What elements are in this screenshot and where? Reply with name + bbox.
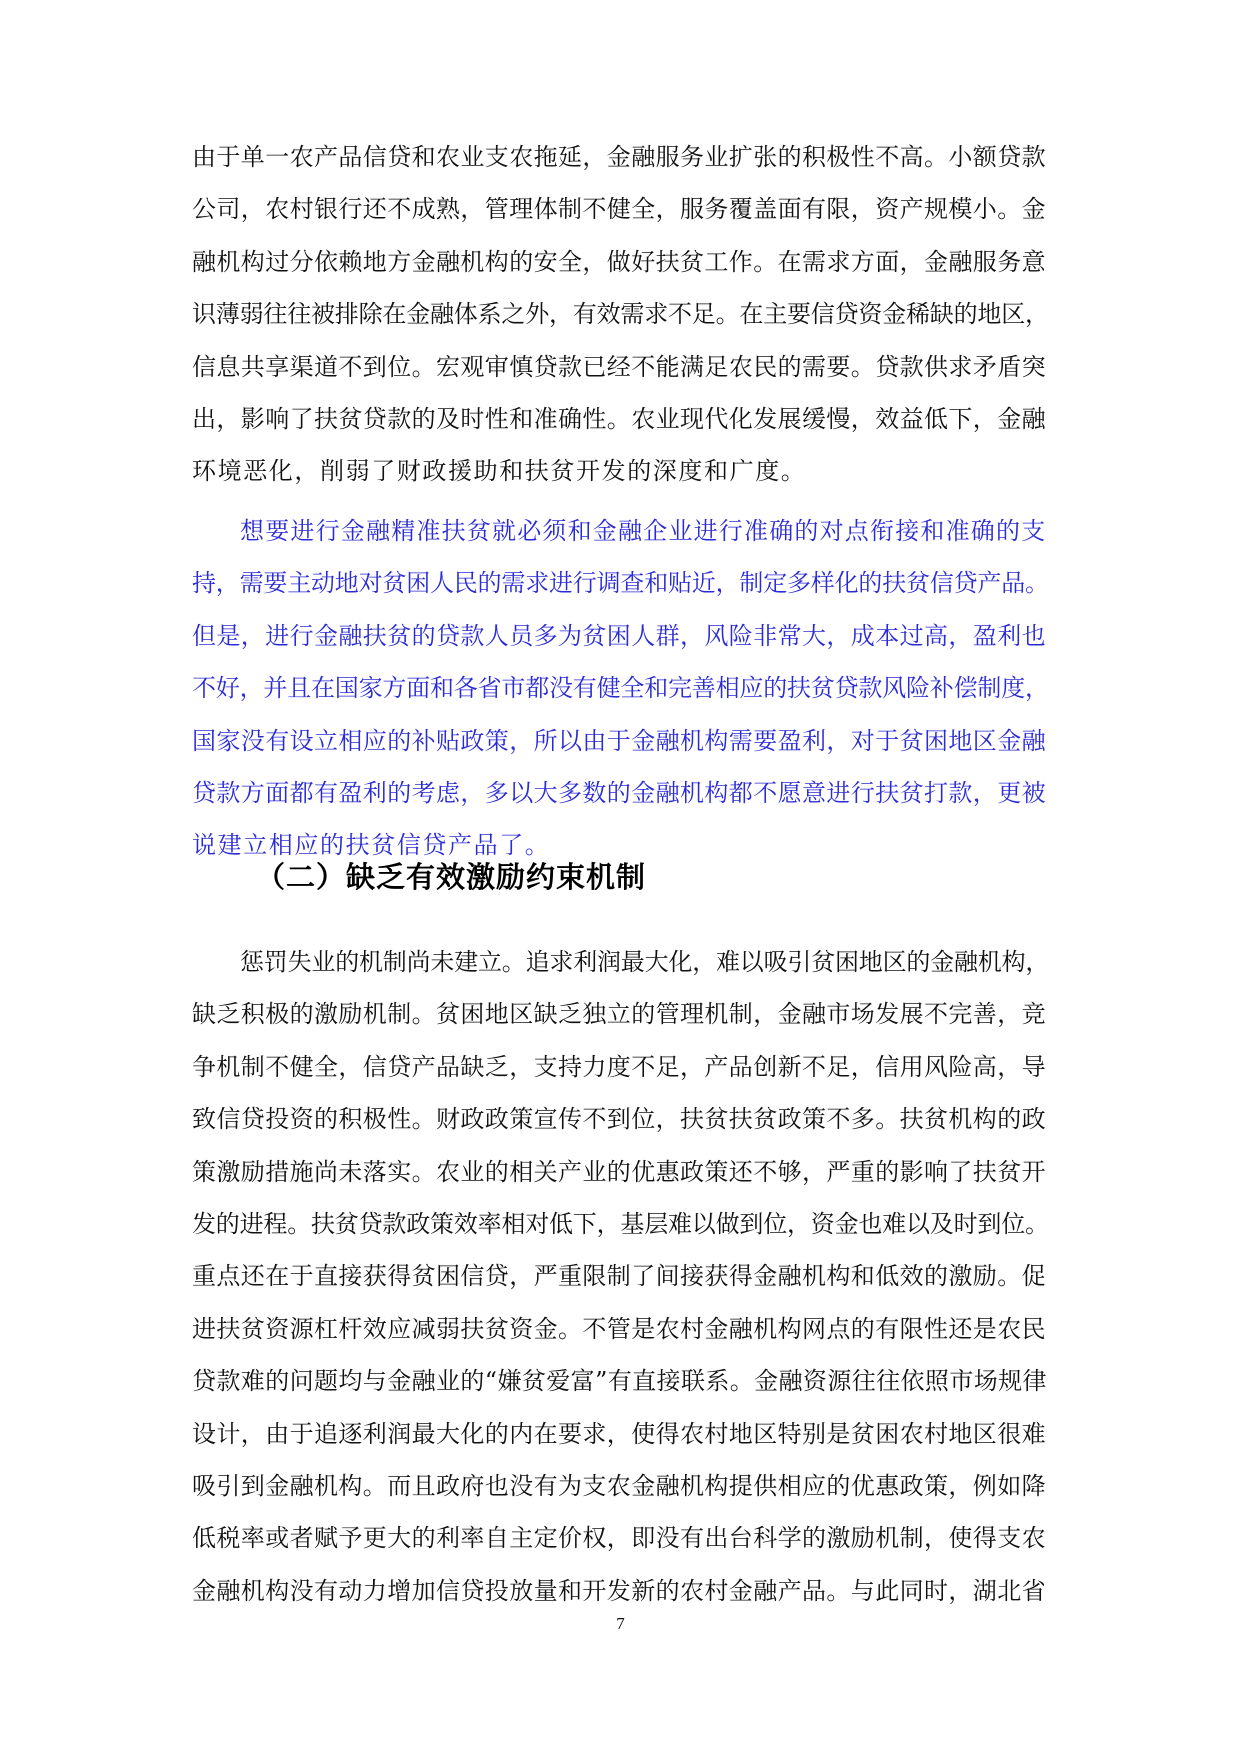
text-line: 但是，进行金融扶贫的贷款人员多为贫困人群，风险非常大，成本过高，盈利也 — [192, 621, 1046, 650]
text-line: 吸引到金融机构。而且政府也没有为支农金融机构提供相应的优惠政策，例如降 — [192, 1471, 1046, 1500]
text-line: 识薄弱往往被排除在金融体系之外，有效需求不足。在主要信贷资金稀缺的地区， — [192, 300, 1049, 329]
text-line: 重点还在于直接获得贫困信贷，严重限制了间接获得金融机构和低效的激励。促 — [192, 1262, 1046, 1291]
body-paragraph — [192, 131, 1052, 498]
text-line: 公司，农村银行还不成熟，管理体制不健全，服务覆盖面有限，资产规模小。金 — [192, 195, 1046, 224]
section-heading: （二）缺乏有效激励约束机制 — [256, 860, 647, 894]
text-line: 出，影响了扶贫贷款的及时性和准确性。农业现代化发展缓慢，效益低下，金融 — [192, 404, 1046, 433]
page-number: 7 — [616, 1614, 625, 1633]
text-line: 国家没有设立相应的补贴政策，所以由于金融机构需要盈利，对于贫困地区金融 — [192, 726, 1046, 755]
text-line: 设计，由于追逐利润最大化的内在要求，使得农村地区特别是贫困农村地区很难 — [192, 1419, 1046, 1448]
text-line: 持，需要主动地对贫困人民的需求进行调查和贴近，制定多样化的扶贫信贷产品。 — [192, 569, 1049, 598]
text-line: 融机构过分依赖地方金融机构的安全，做好扶贫工作。在需求方面，金融服务意 — [192, 247, 1046, 276]
text-line: 由于单一农产品信贷和农业支农拖延，金融服务业扩张的积极性不高。小额贷款 — [192, 143, 1046, 171]
body-paragraph — [192, 936, 1052, 1617]
text-line: 想要进行金融精准扶贫就必须和金融企业进行准确的对点衔接和准确的支 — [240, 517, 1047, 545]
text-line: 环境恶化，削弱了财政援助和扶贫开发的深度和广度。 — [192, 457, 807, 486]
text-line: 发的进程。扶贫贷款政策效率相对低下，基层难以做到位，资金也难以及时到位。 — [192, 1209, 1049, 1238]
text-line: 贷款难的问题均与金融业的“嫌贫爱富”有直接联系。金融资源往往依照市场规律 — [192, 1367, 1047, 1396]
text-line: 惩罚失业的机制尚未建立。追求利润最大化，难以吸引贫困地区的金融机构， — [240, 948, 1050, 976]
text-line: 说建立相应的扶贫信贷产品了。 — [192, 831, 551, 860]
text-line: 致信贷投资的积极性。财政政策宣传不到位，扶贫扶贫政策不多。扶贫机构的政 — [192, 1105, 1046, 1134]
text-line: 进扶贫资源杠杆效应减弱扶贫资金。不管是农村金融机构网点的有限性还是农民 — [192, 1314, 1046, 1343]
text-line: 争机制不健全，信贷产品缺乏，支持力度不足，产品创新不足，信用风险高，导 — [192, 1052, 1046, 1081]
text-line: 低税率或者赋予更大的利率自主定价权，即没有出台科学的激励机制，使得支农 — [192, 1524, 1046, 1553]
text-line: 贷款方面都有盈利的考虑，多以大多数的金融机构都不愿意进行扶贫打款，更被 — [192, 778, 1046, 807]
text-line: 策激励措施尚未落实。农业的相关产业的优惠政策还不够，严重的影响了扶贫开 — [192, 1157, 1046, 1186]
highlighted-paragraph — [192, 505, 1052, 872]
text-line: 缺乏积极的激励机制。贫困地区缺乏独立的管理机制，金融市场发展不完善，竞 — [192, 1000, 1046, 1029]
text-line: 不好，并且在国家方面和各省市都没有健全和完善相应的扶贫贷款风险补偿制度， — [192, 674, 1049, 703]
text-line: 金融机构没有动力增加信贷投放量和开发新的农村金融产品。与此同时，湖北省 — [192, 1576, 1046, 1605]
text-line: 信息共享渠道不到位。宏观审慎贷款已经不能满足农民的需要。贷款供求矛盾突 — [192, 352, 1046, 381]
